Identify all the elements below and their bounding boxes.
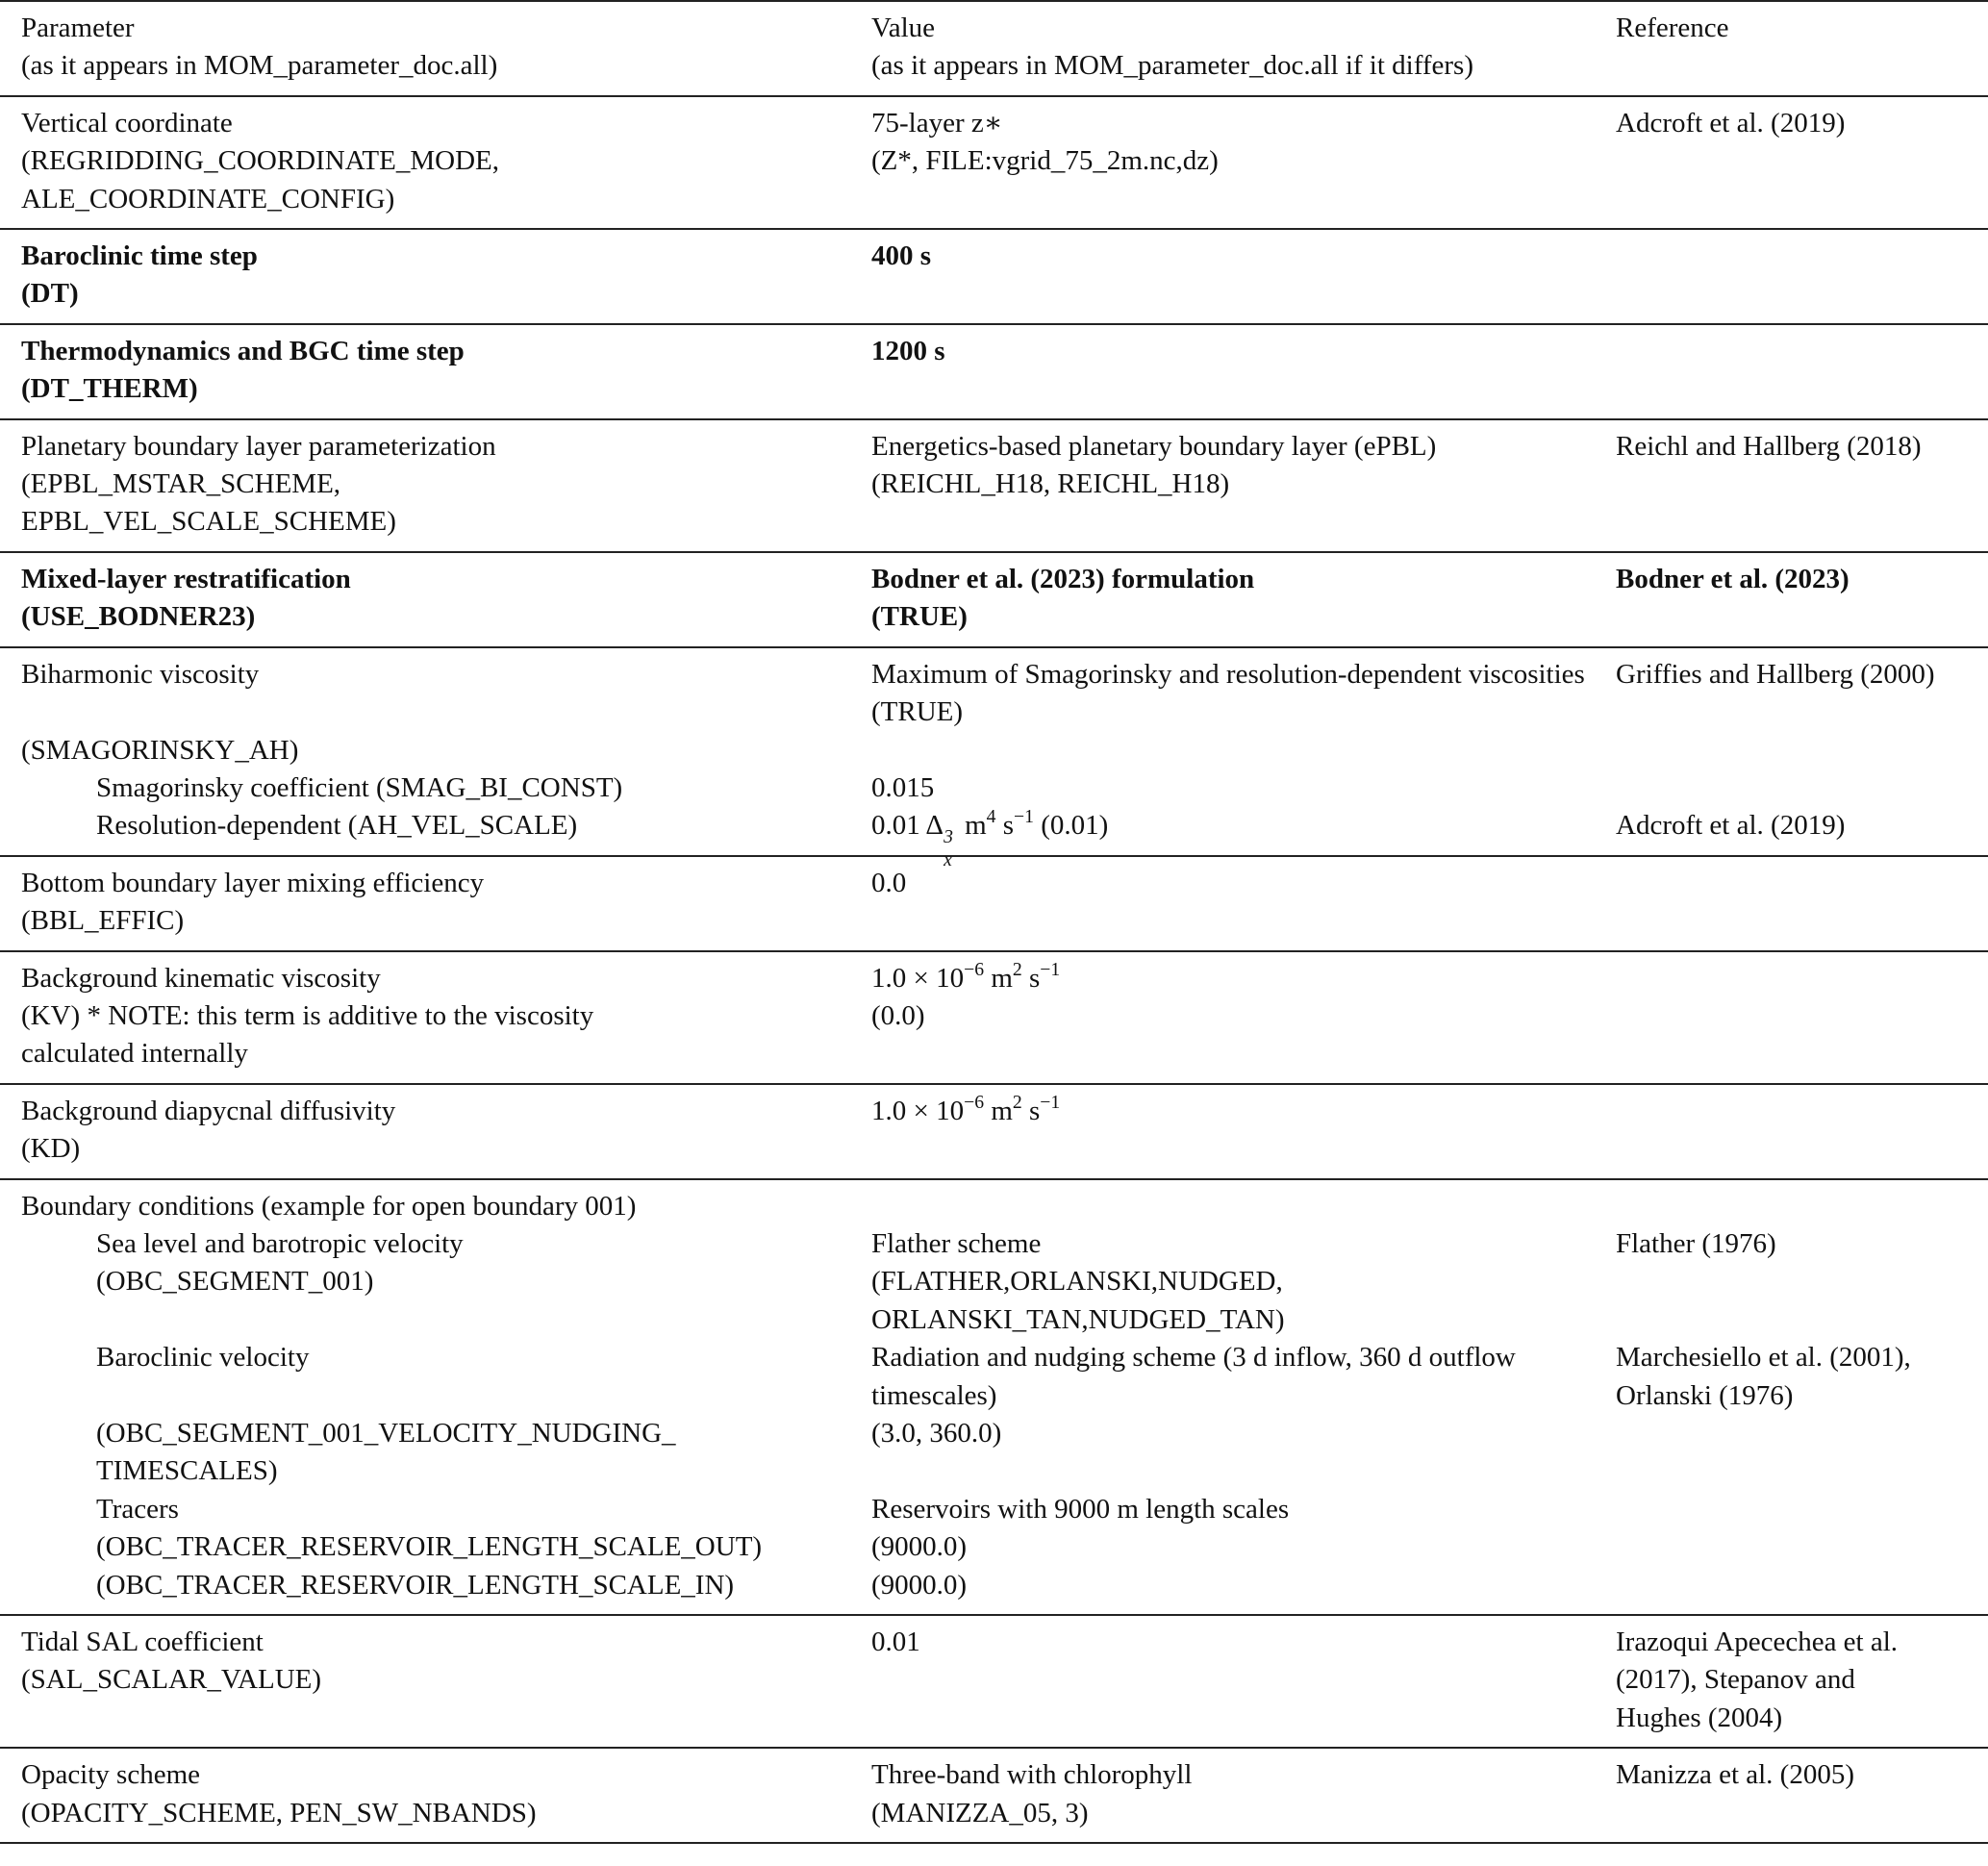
value-cell: Radiation and nudging scheme (3 d inflow, 360 d outflow timescales) (3.0, 360.0) xyxy=(871,1342,1516,1449)
value-cell: 400 s xyxy=(871,229,1616,324)
table-row xyxy=(0,419,1988,552)
value-cell: Bodner et al. (2023) formulation (TRUE) xyxy=(871,552,1616,647)
value-cell: Three-band with chlorophyll (MANIZZA_05, 3) xyxy=(871,1748,1616,1843)
table-row xyxy=(0,807,1988,855)
reference-cell: Adcroft et al. (2019) xyxy=(1616,810,1846,842)
param-cell: Opacity scheme (OPACITY_SCHEME, PEN_SW_NBANDS) xyxy=(0,1748,871,1843)
value-cell: 0.01 xyxy=(871,1615,1616,1748)
value-cell: 1200 s xyxy=(871,324,1616,419)
header-parameter: Parameter (as it appears in MOM_parameter_doc.all) xyxy=(0,1,871,96)
table-row xyxy=(0,769,1988,807)
table-row xyxy=(0,1179,1988,1225)
table-row xyxy=(0,1225,1988,1339)
value-cell: Flather scheme (FLATHER,ORLANSKI,NUDGED, ORLANSKI_TAN,NUDGED_TAN) xyxy=(871,1227,1285,1335)
param-cell: Thermodynamics and BGC time step (DT_THERM) xyxy=(0,324,871,419)
value-cell: $1.0 \times 10^{-6}$ $m^2$ $s^{-1}$ (0.0) xyxy=(871,951,1616,1084)
param-cell: Tracers (OBC_TRACER_RESERVOIR_LENGTH_SCALE_OUT) (OBC_TRACER_RESERVOIR_LENGTH_SCALE_IN) xyxy=(96,1493,763,1601)
value-cell: 0.015 xyxy=(871,771,935,803)
table-row xyxy=(0,856,1988,951)
param-cell: Resolution-dependent (AH_VEL_SCALE) xyxy=(96,810,578,842)
table-row xyxy=(0,1615,1988,1748)
param-cell: Baroclinic velocity (OBC_SEGMENT_001_VELOCITY_NUDGING_ TIMESCALES) xyxy=(96,1342,676,1487)
reference-cell xyxy=(1616,229,1988,324)
value-cell: Maximum of Smagorinsky and resolution-dependent viscosities (TRUE) xyxy=(871,647,1616,769)
param-cell: Mixed-layer restratification (USE_BODNER23) xyxy=(0,552,871,647)
table-row xyxy=(0,951,1988,1084)
table-row xyxy=(0,1084,1988,1179)
table-row xyxy=(0,324,1988,419)
section-title: Boundary conditions (example for open boundary 001) xyxy=(0,1179,1988,1225)
reference-cell: Marchesiello et al. (2001), Orlanski (1976) xyxy=(1616,1342,1911,1411)
reference-cell: Irazoqui Apecechea et al. (2017), Stepanov and Hughes (2004) xyxy=(1616,1615,1988,1748)
table-row xyxy=(0,1748,1988,1843)
table-row xyxy=(0,1339,1988,1491)
value-cell: Reservoirs with 9000 m length scales (9000.0) (9000.0) xyxy=(871,1493,1290,1601)
reference-cell: Adcroft et al. (2019) xyxy=(1616,96,1988,229)
reference-cell: Reichl and Hallberg (2018) xyxy=(1616,419,1988,552)
table-row xyxy=(0,229,1988,324)
param-cell: Background kinematic viscosity (KV) * NOTE: this term is additive to the viscosity calculated internally xyxy=(0,951,871,1084)
param-cell: Planetary boundary layer parameterization (EPBL_MSTAR_SCHEME, EPBL_VEL_SCALE_SCHEME) xyxy=(0,419,871,552)
value-cell: 0.0 xyxy=(871,856,1616,951)
header-reference: Reference xyxy=(1616,1,1988,96)
param-cell: Baroclinic time step (DT) xyxy=(0,229,871,324)
value-cell: $1.0 \times 10^{-6}$ $m^2$ $s^{-1}$ xyxy=(871,1084,1616,1179)
value-cell: Energetics-based planetary boundary layer (ePBL) (REICHL_H18, REICHL_H18) xyxy=(871,419,1616,552)
reference-cell: Manizza et al. (2005) xyxy=(1616,1748,1988,1843)
param-cell: Sea level and barotropic velocity (OBC_SEGMENT_001) xyxy=(96,1227,464,1298)
table-header-row xyxy=(0,1,1988,96)
param-cell: Smagorinsky coefficient (SMAG_BI_CONST) xyxy=(96,771,623,803)
param-cell: Bottom boundary layer mixing efficiency (BBL_EFFIC) xyxy=(0,856,871,951)
value-cell: 0.01 Δ 3 x $m^4$ $s^{-1}$ (0.01) xyxy=(871,806,1109,871)
reference-cell: Flather (1976) xyxy=(1616,1227,1776,1259)
param-cell: Biharmonic viscosity (SMAGORINSKY_AH) xyxy=(0,647,871,769)
table-row xyxy=(0,1491,1988,1615)
param-cell: Background diapycnal diffusivity (KD) xyxy=(0,1084,871,1179)
param-cell: Tidal SAL coefficient (SAL_SCALAR_VALUE) xyxy=(0,1615,871,1748)
reference-cell: Griffies and Hallberg (2000) xyxy=(1616,647,1988,769)
reference-cell xyxy=(1616,324,1988,419)
table-row xyxy=(0,96,1988,229)
param-cell: Vertical coordinate (REGRIDDING_COORDINATE_MODE, ALE_COORDINATE_CONFIG) xyxy=(0,96,871,229)
table-row xyxy=(0,552,1988,647)
reference-cell: Bodner et al. (2023) xyxy=(1616,552,1988,647)
header-value: Value (as it appears in MOM_parameter_doc.all if it differs) xyxy=(871,1,1616,96)
table-row xyxy=(0,647,1988,769)
value-cell: 75-layer z∗ (Z*, FILE:vgrid_75_2m.nc,dz) xyxy=(871,96,1616,229)
